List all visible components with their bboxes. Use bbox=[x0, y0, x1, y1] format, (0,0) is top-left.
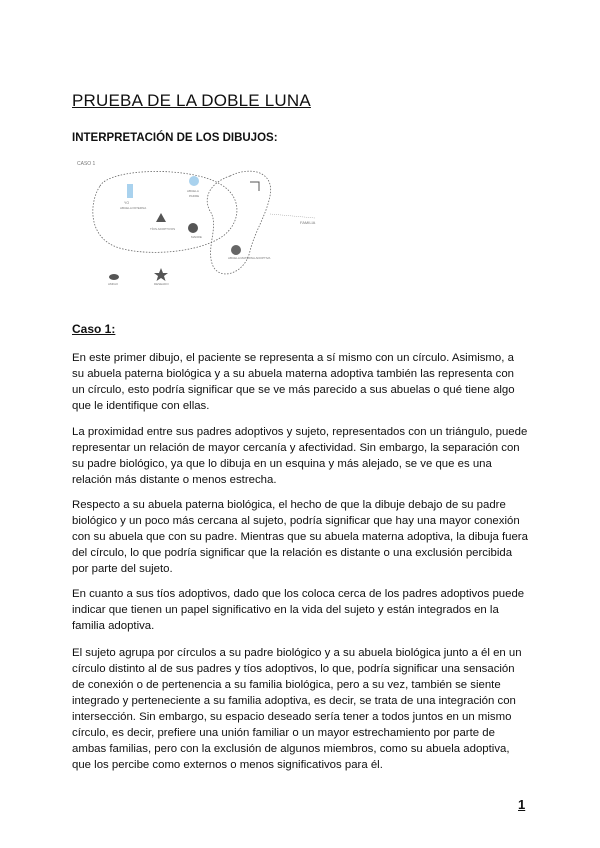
paragraph-2: La proximidad entre sus padres adoptivos y sujeto, representados con un triángulo, puede representar un relación de mayor cercanía y afectividad. Sin embargo, la separación con su padre biológico, ya que lo dibuja en un esquina y más alejado, se ve que es una relación más distante o menos estrecha. bbox=[72, 426, 528, 486]
label-tios: TÍOS ADOPTIVOS bbox=[150, 227, 176, 231]
page-number: 1 bbox=[518, 797, 526, 812]
corner-mark bbox=[250, 182, 259, 191]
paragraph-3: Respecto a su abuela paterna biológica, el hecho de que la dibuje debajo de su padre biológico y un poco más cercana al sujeto, podría significar que hay una mayor conexión con su abuela que con su padre. Mientras que su abuela materna adoptiva, la dibuja fuera del círculo, lo que podría significar que la relación es distante o una exclusión percibida por parte del sujeto. bbox=[72, 499, 528, 575]
biological-circle bbox=[93, 171, 237, 252]
case-label: CASO 1 bbox=[77, 161, 96, 167]
abuela-materna-circle bbox=[231, 245, 241, 255]
abuela-circle bbox=[189, 176, 199, 186]
connector-line bbox=[270, 214, 315, 218]
case-heading: Caso 1: bbox=[72, 322, 116, 336]
triangle-shape bbox=[156, 213, 166, 222]
label-abuela-materna: ABUELA MATERNA ADOPTIVA bbox=[228, 256, 271, 260]
star-shape bbox=[154, 268, 168, 281]
label-amigo: AMIGO bbox=[108, 282, 119, 286]
label-abuela: ABUELA bbox=[187, 189, 199, 193]
label-abuela-paterna: ABUELA PATERNA bbox=[120, 206, 147, 210]
section-subtitle: INTERPRETACIÓN DE LOS DIBUJOS: bbox=[72, 132, 278, 144]
document-title: PRUEBA DE LA DOBLE LUNA bbox=[72, 91, 311, 110]
madre-circle bbox=[188, 223, 198, 233]
drawing-svg bbox=[70, 156, 330, 296]
paragraph-4: En cuanto a sus tíos adoptivos, dado que los coloca cerca de los padres adoptivos puede indicar que tienen un papel significativo en la vida del sujeto y están integrados en la familia adoptiva. bbox=[72, 588, 525, 632]
label-yo: YO bbox=[124, 201, 130, 205]
label-padre: PADRE bbox=[189, 194, 200, 198]
label-familia: FAMILIA bbox=[300, 220, 316, 225]
yo-rectangle bbox=[127, 184, 133, 198]
double-moon-drawing bbox=[70, 156, 330, 296]
label-deseado: DESEADO bbox=[154, 282, 169, 286]
amigo-ellipse bbox=[109, 274, 119, 280]
paragraph-1: En este primer dibujo, el paciente se representa a sí mismo con un círculo. Asimismo, a su abuela paterna biológica y a su abuela materna adoptiva también las representa con un círculo, esto podría significar que se ve más parecido a sus abuelas o qué tiene algo que le identifique con ellas. bbox=[72, 352, 515, 412]
paragraph-5: El sujeto agrupa por círculos a su padre biológico y a su abuela biológica junto a él en un círculo distinto al de sus padres y tíos adoptivos, lo que, podría significar una sensación de conexión o de pertenencia a su familia biológica, pero a su vez, también se siente integrado y perteneciente a su familia adoptiva, es decir, se trata de una integración con intersección. Sin embargo, su espacio deseado sería tener a todos juntos en un mismo círculo, es decir, prefiere una unión familiar o un mayor estrechamiento por parte de ambas familias, pero con la exclusión de algunos miembros, como su abuela adoptiva, que los percibe como externos o menos significativos para él. bbox=[72, 647, 522, 771]
label-madre: MADRE bbox=[191, 235, 202, 239]
